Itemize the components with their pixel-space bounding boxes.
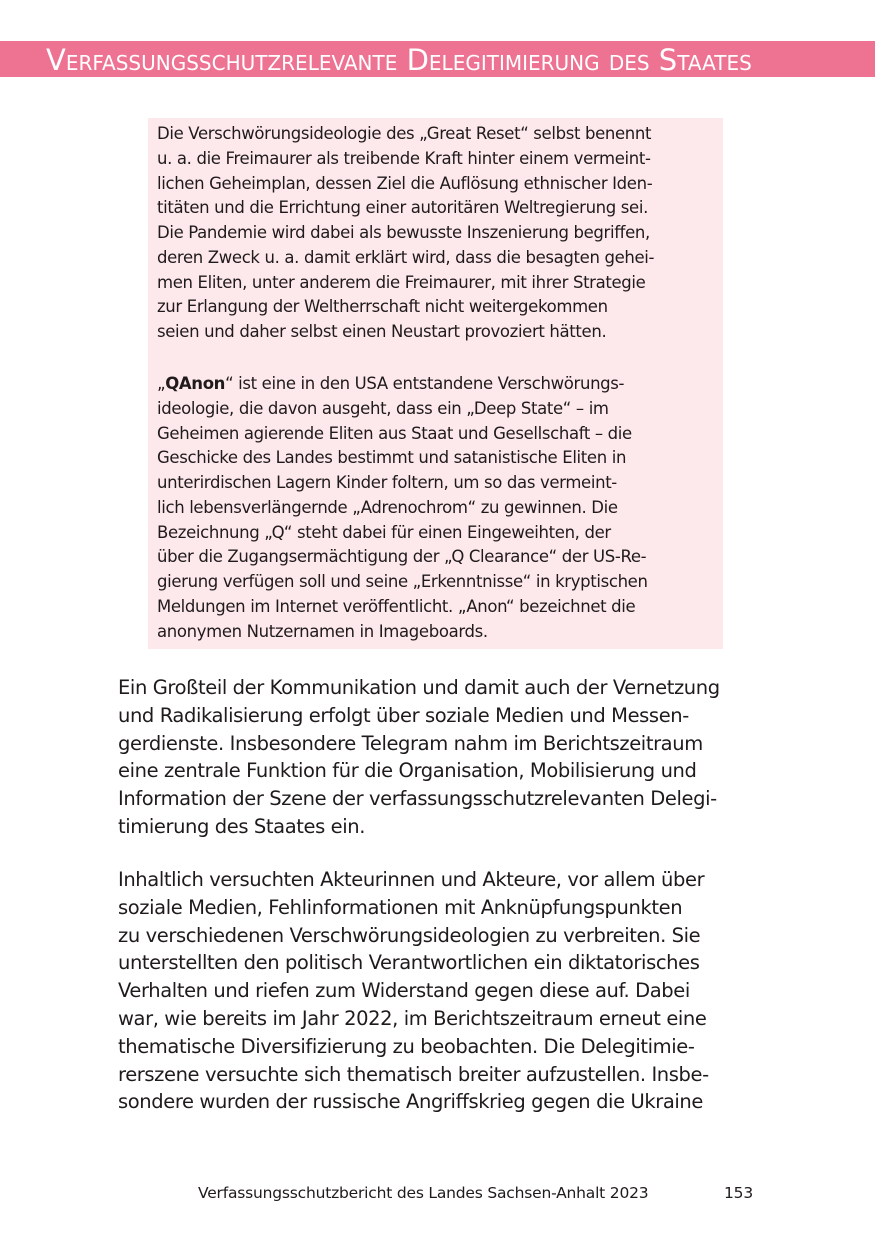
text-line [157, 372, 723, 397]
text-line: eine zentrale Funktion für die Organisation, Mobilisierung und [118, 759, 697, 783]
great-reset-paragraph [157, 122, 723, 345]
text-line: Geschicke des Landes bestimmt und satanistische Eliten in [157, 448, 627, 468]
text-line: Meldungen im Internet veröffentlicht. „Anon“ bezeichnet die [157, 596, 636, 616]
qanon-term: QAnon [165, 374, 226, 393]
text-line: war, wie bereits im Jahr 2022, im Berichtszeitraum erneut eine [118, 1006, 707, 1030]
text-line: Ein Großteil der Kommunikation und damit auch der Vernetzung [118, 676, 720, 699]
page-footer [198, 1181, 758, 1205]
text-line: gierung verfügen soll und seine „Erkenntnisse“ in kryptischen [157, 572, 648, 591]
text-line: Die Pandemie wird dabei als bewusste Inszenierung begriffen, [157, 223, 650, 242]
text-line: gerdienste. Insbesondere Telegram nahm im Berichtszeitraum [118, 731, 703, 755]
text-line: lichen Geheimplan, dessen Ziel die Auflösung ethnischer Iden- [157, 173, 653, 193]
text-line: timierung des Staates ein. [118, 814, 366, 838]
text-line: anonymen Nutzernamen in Imageboards. [157, 621, 488, 641]
text-line: rerszene versuchte sich thematisch breiter aufzustellen. Insbe- [118, 1062, 709, 1086]
text-line: unterirdischen Lagern Kinder foltern, um so das vermeint- [157, 473, 617, 492]
text-line-rest: “ ist eine in den USA entstandene Verschwörungs- [225, 374, 625, 393]
text-line: soziale Medien, Fehlinformationen mit Anknüpfungspunkten [118, 895, 683, 919]
text-line: zur Erlangung der Weltherrschaft nicht weitergekommen [157, 297, 608, 317]
text-line: Information der Szene der verfassungsschutzrelevanten Delegi- [118, 787, 717, 811]
page-number: 153 [724, 1184, 753, 1202]
text-line: Die Verschwörungsideologie des „Great Reset“ selbst benennt [157, 124, 652, 143]
text-line: zu verschiedenen Verschwörungsideologien zu verbreiten. Sie [118, 923, 701, 947]
qanon-paragraph [157, 372, 723, 644]
body-paragraph-2 [118, 866, 768, 1116]
footer-report-title: Verfassungsschutzbericht des Landes Sachsen-Anhalt 2023 [198, 1184, 649, 1202]
text-line: lich lebensverlängernde „Adrenochrom“ zu gewinnen. Die [157, 497, 618, 517]
section-title: Verfassungsschutzrelevante Delegitimierung des Staates [46, 43, 752, 77]
text-line: über die Zugangsermächtigung der „Q Clearance“ der US-Re- [157, 547, 647, 567]
text-line: thematische Diversifizierung zu beobachten. Die Delegitimie- [118, 1034, 695, 1058]
text-line: unterstellten den politisch Verantwortlichen ein diktatorisches [118, 951, 700, 975]
text-line: men Eliten, unter anderem die Freimaurer, mit ihrer Strategie [157, 272, 646, 292]
text-line: Geheimen agierende Eliten aus Staat und Gesellschaft – die [157, 423, 632, 443]
text-line: Bezeichnung „Q“ steht dabei für einen Eingeweihten, der [157, 522, 611, 542]
text-line: und Radikalisierung erfolgt über soziale Medien und Messen- [118, 703, 689, 727]
text-line: titäten und die Errichtung einer autoritären Weltregierung sei. [157, 198, 648, 218]
text-line: Inhaltlich versuchten Akteurinnen und Akteure, vor allem über [118, 868, 705, 891]
text-line: u. a. die Freimaurer als treibende Kraft hinter einem vermeint- [157, 148, 651, 168]
text-line: deren Zweck u. a. damit erklärt wird, dass die besagten gehei- [157, 247, 655, 267]
info-box [148, 118, 723, 649]
body-paragraph-1 [118, 674, 768, 841]
text-line: ideologie, die davon ausgeht, dass ein „Deep State“ – im [157, 398, 609, 418]
open-quote: „ [157, 374, 166, 393]
text-line: sondere wurden der russische Angriffskrieg gegen die Ukraine [118, 1090, 703, 1114]
text-line: Verhalten und riefen zum Widerstand gegen diese auf. Dabei [118, 979, 690, 1003]
text-line: seien und daher selbst einen Neustart provoziert hätten. [157, 322, 607, 341]
